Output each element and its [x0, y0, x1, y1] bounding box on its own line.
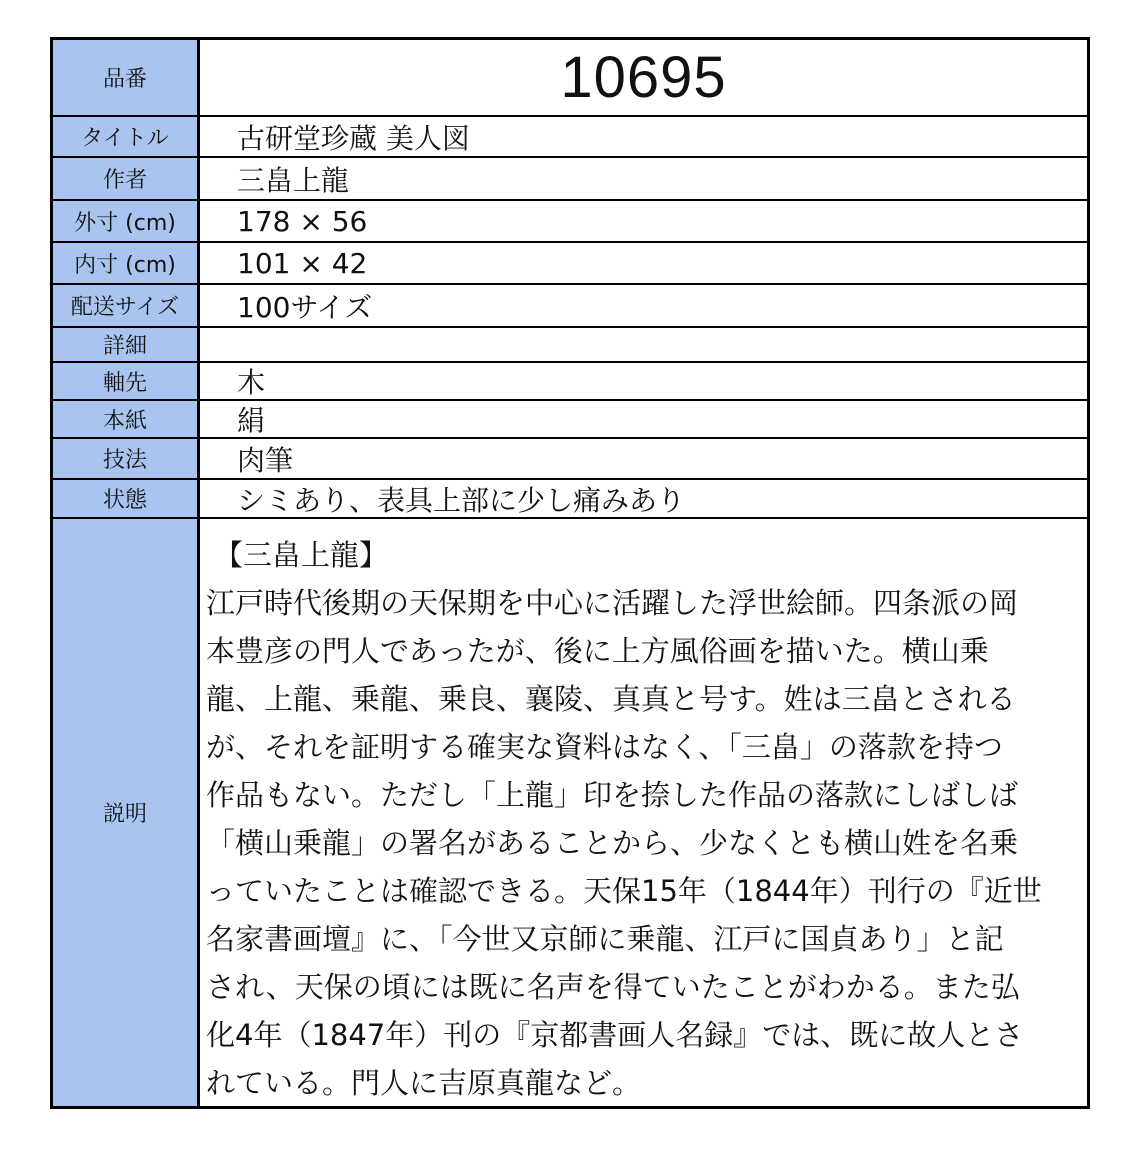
roller-end-label: 軸先 [53, 363, 200, 401]
technique-value: 肉筆 [200, 439, 1087, 480]
description-body [200, 519, 1087, 1106]
roller-end-value: 木 [200, 363, 1087, 401]
technique-label: 技法 [53, 439, 200, 480]
artist-label: 作者 [53, 158, 200, 201]
condition-value: シミあり、表具上部に少し痛みあり [200, 480, 1087, 519]
description-line: っていたことは確認できる。天保15年（1844年）刊行の『近世 [206, 874, 1042, 908]
description-heading: 【三畠上龍】 [214, 538, 389, 572]
description-line: 本豊彦の門人であったが、後に上方風俗画を描いた。横山乗 [206, 634, 989, 668]
description-line: 龍、上龍、乗龍、乗良、襄陵、真真と号す。姓は三畠とされる [206, 682, 1016, 716]
shipping-size-value: 100サイズ [200, 285, 1087, 328]
outer-size-value: 178 × 56 [200, 201, 1087, 243]
item-spec-table [50, 37, 1090, 1109]
description-line: れている。門人に吉原真龍など。 [206, 1066, 642, 1100]
inner-size-value: 101 × 42 [200, 243, 1087, 285]
title-label: タイトル [53, 117, 200, 158]
title-value: 古研堂珍蔵 美人図 [200, 117, 1087, 158]
artist-value: 三畠上龍 [200, 158, 1087, 201]
item-number-value: 10695 [200, 40, 1087, 117]
description-line: 化4年（1847年）刊の『京都書画人名録』では、既に故人とさ [206, 1018, 1024, 1052]
inner-size-label: 内寸 (cm) [53, 243, 200, 285]
item-number-label: 品番 [53, 40, 200, 117]
description-label: 説明 [53, 519, 200, 1106]
details-label: 詳細 [53, 328, 200, 363]
shipping-size-label: 配送サイズ [53, 285, 200, 328]
description-line: 「横山乗龍」の署名があることから、少なくとも横山姓を名乗 [206, 826, 1019, 860]
description-line: 作品もない。ただし「上龍」印を捺した作品の落款にしばしば [206, 778, 1019, 812]
description-line: 江戸時代後期の天保期を中心に活躍した浮世絵師。四条派の岡 [206, 586, 1019, 620]
base-material-label: 本紙 [53, 401, 200, 439]
description-line: され、天保の頃には既に名声を得ていたことがわかる。また弘 [206, 970, 1020, 1004]
description-line: 名家書画壇』に、「今世又京師に乗龍、江戸に国貞あり」と記 [206, 922, 1004, 956]
condition-label: 状態 [53, 480, 200, 519]
details-value [200, 328, 1087, 363]
outer-size-label: 外寸 (cm) [53, 201, 200, 243]
description-line: が、それを証明する確実な資料はなく、「三畠」の落款を持つ [206, 730, 1003, 764]
base-material-value: 絹 [200, 401, 1087, 439]
